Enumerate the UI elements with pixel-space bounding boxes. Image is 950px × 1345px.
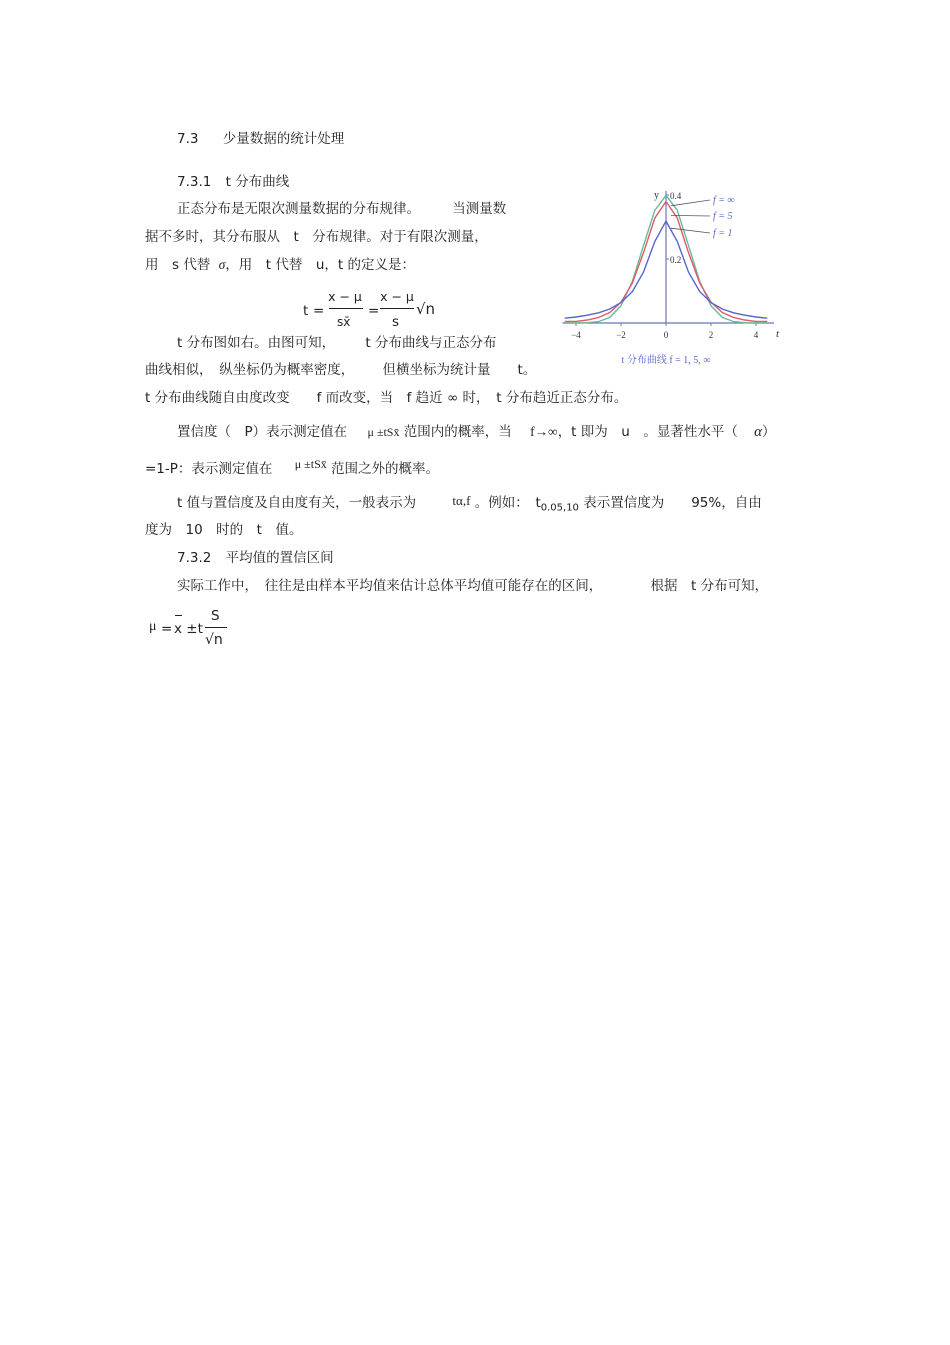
formula-mid: x ±t (174, 621, 203, 637)
text-run: 范围之外的概率。 (331, 461, 440, 477)
formula-eq: = (161, 621, 173, 637)
mu-tsx-symbol: μ ±tSx̄ (367, 425, 400, 439)
formula-numerator: S (211, 608, 220, 624)
formula-numerator: x − μ (328, 289, 362, 304)
p3-line1 (177, 423, 776, 441)
p2-line1 (177, 334, 496, 352)
legend-leader-2 (671, 228, 710, 233)
f-to-infinity: f→∞ (530, 424, 558, 439)
p1-line3 (145, 256, 415, 274)
x-tick-label: −2 (616, 330, 626, 340)
y-tick-label: 0.2 (670, 255, 682, 265)
fraction-bar (380, 308, 414, 309)
text-run: 当测量数 (452, 201, 507, 217)
text-run: ，t 即为 u 。显著性水平（ (557, 424, 738, 440)
text-run: t 分布图如右。由图可知， (177, 335, 336, 351)
chart-caption: t 分布曲线 f = 1, 5, ∞ (621, 355, 711, 366)
subsection-title: t 分布曲线 (225, 174, 290, 190)
text-run: t 值与置信度及自由度有关，一般表示为 (177, 495, 417, 511)
section-title: 少量数据的统计处理 (222, 131, 345, 147)
sqrt-n: √n (416, 300, 436, 318)
text-run: 。例如： t (474, 495, 541, 511)
subsection-title: 平均值的置信区间 (225, 550, 334, 566)
p1-line2: 据不多时，其分布服从 t 分布规律。对于有限次测量， (145, 229, 488, 245)
p3-line2 (145, 457, 440, 478)
text-run: 实际工作中， 往往是由样本平均值来估计总体平均值可能存在的区间， (177, 578, 603, 594)
t-distribution-chart (558, 183, 788, 368)
text-run: t 分布曲线与正态分布 (365, 335, 497, 351)
legend-leader-1 (671, 215, 710, 216)
formula-eq: = (368, 303, 380, 319)
subscript: 0.05,10 (540, 502, 579, 514)
p2-line2 (145, 361, 536, 379)
x-tick-label: −4 (571, 330, 581, 340)
mu-tsx-symbol: μ ±tSx̄ (294, 457, 327, 471)
legend-label-1: f = 5 (713, 211, 733, 222)
text-run: 范围内的概率，当 (403, 424, 512, 440)
legend-label-2: f = 1 (713, 228, 733, 239)
text-run: =1-P：表示测定值在 (145, 461, 273, 477)
p1-line1 (177, 200, 506, 218)
legend-label-0: f = ∞ (713, 195, 735, 206)
text-run: ，用 t 代替 u，t 的定义是： (225, 257, 416, 273)
p2-line3: t 分布曲线随自由度改变 f 而改变，当 f 趋近 ∞ 时， t 分布趋近正态分布。 (145, 390, 628, 406)
p5-line1 (177, 577, 768, 595)
xbar-overline (175, 615, 182, 616)
formula-denominator: sx̄ (337, 315, 351, 329)
subsection-heading-2 (177, 549, 334, 567)
formula-denominator: s (392, 314, 400, 330)
sigma-symbol: σ (218, 257, 226, 272)
fraction-bar (329, 308, 363, 309)
text-run: 但横坐标为统计量 t。 (382, 362, 537, 378)
subsection-heading-1 (177, 173, 289, 191)
formula-lhs: μ (149, 619, 157, 634)
section-heading (177, 130, 344, 148)
text-run: ） (762, 424, 776, 440)
subsection-number: 7.3.1 (177, 174, 212, 190)
subsection-number: 7.3.2 (177, 550, 212, 566)
x-tick-label: 2 (708, 330, 714, 340)
text-run: 表示置信度为 95%，自由 (583, 495, 762, 511)
x-tick-label: 4 (753, 330, 759, 340)
formula-eq: = (313, 303, 325, 319)
fraction-bar (205, 627, 227, 628)
formula-denominator: √n (205, 632, 223, 648)
text-run: 用 s 代替 (145, 257, 211, 273)
text-run: 根据 t 分布可知， (650, 578, 769, 594)
formula-numerator: x − μ (380, 289, 414, 304)
text-run: 置信度（ P）表示测定值在 (177, 424, 348, 440)
p4-line1 (177, 494, 762, 518)
text-run: 曲线相似， 纵坐标仍为概率密度， (145, 362, 355, 378)
p4-line2: 度为 10 时的 t 值。 (145, 522, 303, 538)
x-axis-label: t (776, 328, 780, 340)
formula-lhs: t (303, 303, 309, 319)
x-tick-label: 0 (663, 330, 669, 340)
y-axis-label: y (654, 190, 659, 201)
alpha-symbol: α (754, 424, 762, 440)
section-number: 7.3 (177, 131, 199, 147)
text-run: 正态分布是无限次测量数据的分布规律。 (177, 201, 420, 217)
y-tick-label: 0.4 (670, 191, 682, 201)
t-alpha-f-symbol: tα,f (452, 493, 471, 508)
